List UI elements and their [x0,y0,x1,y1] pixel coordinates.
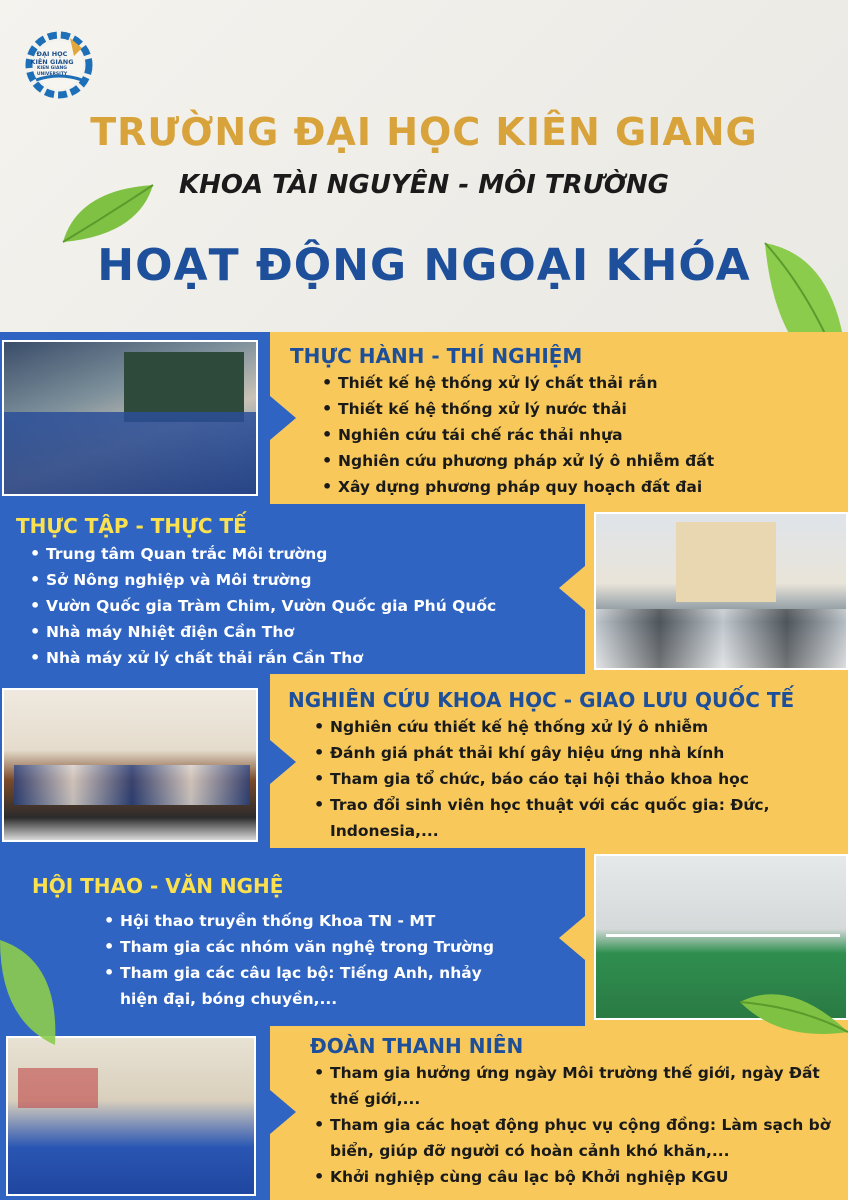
list-item: • Tham gia các hoạt động phục vụ cộng đồng: Làm sạch bờ biển, giúp đỡ người có hoàn cảnh khó khăn,... [312,1112,832,1164]
list-item: • Khởi nghiệp cùng câu lạc bộ Khởi nghiệp KGU [312,1164,832,1190]
list-item: • Sở Nông nghiệp và Môi trường [28,567,496,593]
page-title: HOẠT ĐỘNG NGOẠI KHÓA [97,240,751,291]
list-item: • Nhà máy xử lý chất thải rắn Cần Thơ [28,645,496,671]
leaf-icon [0,930,60,1050]
list-item: • Tham gia các câu lạc bộ: Tiếng Anh, nhảy hiện đại, bóng chuyền,... [102,960,522,1012]
leaf-icon [740,982,848,1042]
youth-union-group-photo [6,1036,256,1196]
banner [18,1068,98,1108]
lab-class-photo [2,340,258,496]
list-item: • Xây dựng phương pháp quy hoạch đất đai [320,474,714,500]
internship-list [28,541,496,671]
youth-list [312,1060,832,1190]
section-title-youth: ĐOÀN THANH NIÊN [310,1034,524,1058]
building [676,522,776,602]
internship-group-photo [594,512,848,670]
logo-line3: KIEN GIANG UNIVERSITY [36,66,68,77]
logo-line1: ĐẠI HỌC [36,50,68,58]
list-item: • Trao đổi sinh viên học thuật với các quốc gia: Đức, Indonesia,... [312,792,832,844]
volleyball-net [606,934,840,937]
list-item: • Nhà máy Nhiệt điện Cần Thơ [28,619,496,645]
list-item: • Tham gia tổ chức, báo cáo tại hội thảo khoa học [312,766,832,792]
list-item: • Thiết kế hệ thống xử lý nước thải [320,396,714,422]
logo-line2: KIÊN GIANG [30,58,74,66]
list-item: • Nghiên cứu phương pháp xử lý ô nhiễm đất [320,448,714,474]
list-item: • Tham gia các nhóm văn nghệ trong Trường [102,934,522,960]
arrow-right-icon [270,1090,296,1134]
list-item: • Thiết kế hệ thống xử lý chất thải rắn [320,370,714,396]
list-item: • Trung tâm Quan trắc Môi trường [28,541,496,567]
students [4,412,258,496]
faculty-name: KHOA TÀI NGUYÊN - MÔI TRƯỜNG [179,170,669,200]
list-item: • Đánh giá phát thải khí gây hiệu ứng nhà kính [312,740,832,766]
arrow-right-icon [270,740,296,784]
sports-list [102,908,522,1012]
list-item: • Nghiên cứu thiết kế hệ thống xử lý ô nhiễm [312,714,832,740]
section-title-internship: THỰC TẬP - THỰC TẾ [16,514,247,538]
university-logo [22,28,96,102]
lab-list [320,370,714,500]
list-item: • Hội thao truyền thống Khoa TN - MT [102,908,522,934]
group-of-people [14,765,250,805]
list-item: • Nghiên cứu tái chế rác thải nhựa [320,422,714,448]
logo-text [22,50,82,78]
section-title-sports: HỘI THAO - VĂN NGHỆ [32,874,284,898]
list-item: • Vườn Quốc gia Tràm Chim, Vườn Quốc gia Phú Quốc [28,593,496,619]
conference-room-photo [2,688,258,842]
list-item: • Tham gia hưởng ứng ngày Môi trường thế giới, ngày Đất thế giới,... [312,1060,832,1112]
section-title-lab: THỰC HÀNH - THÍ NGHIỆM [290,344,583,368]
research-list [312,714,832,844]
arrow-left-icon [559,916,585,960]
school-name: TRƯỜNG ĐẠI HỌC KIÊN GIANG [90,110,758,154]
arrow-right-icon [270,396,296,440]
section-title-research: NGHIÊN CỨU KHOA HỌC - GIAO LƯU QUỐC TẾ [288,688,795,712]
arrow-left-icon [559,566,585,610]
leaf-icon [58,180,158,250]
group-of-people [596,609,848,670]
